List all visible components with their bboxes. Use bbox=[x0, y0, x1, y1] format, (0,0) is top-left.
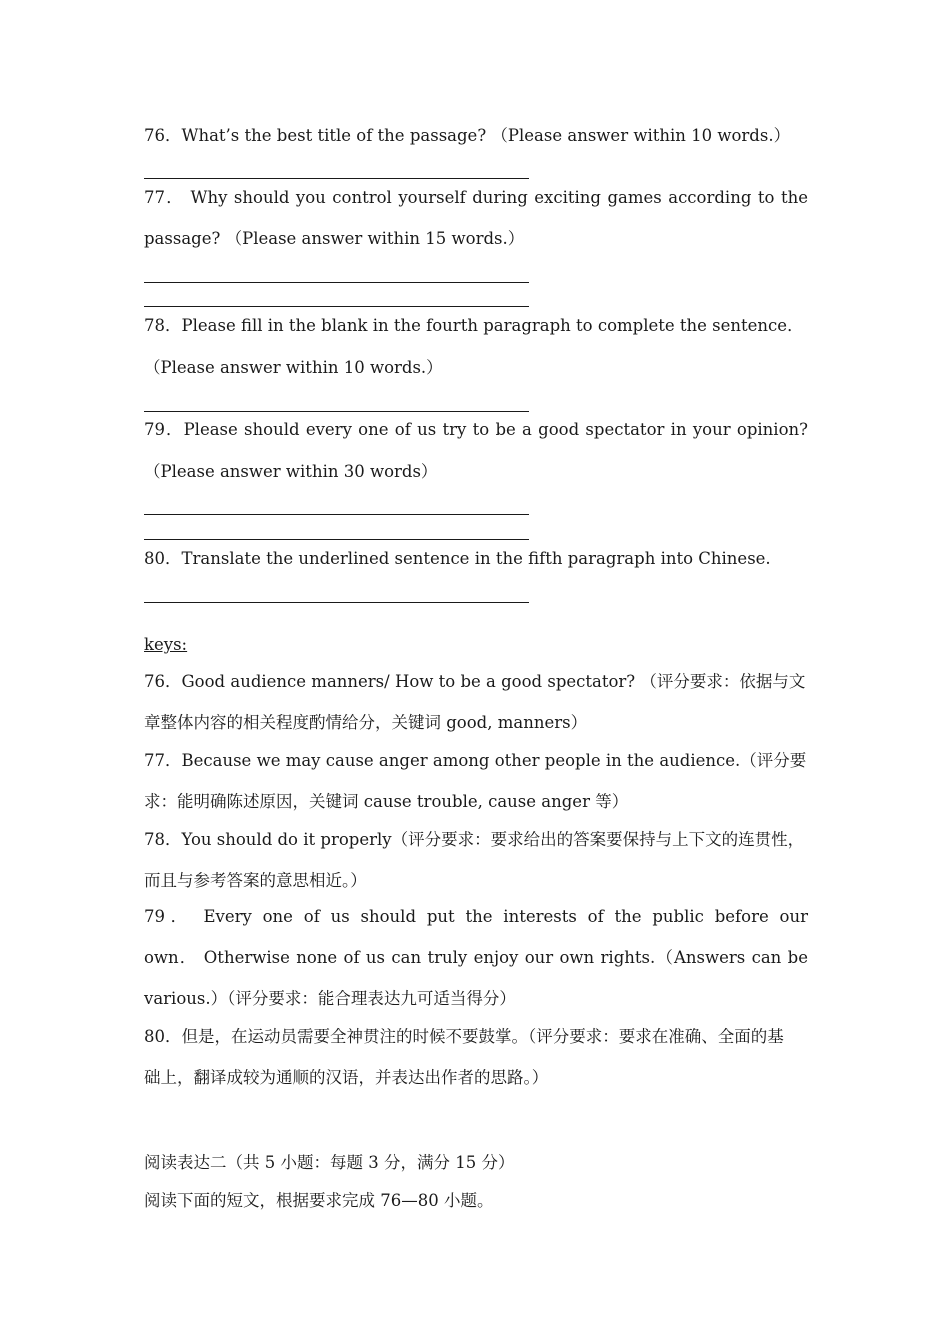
question-80: 80．Translate the underlined sentence in the fifth paragraph into Chinese. bbox=[144, 549, 771, 568]
key-79-line1: 79． Every one of us should put the interests of the public before our bbox=[144, 907, 808, 926]
answer-blank-77a bbox=[144, 282, 529, 283]
keys-heading: keys: bbox=[144, 635, 188, 654]
key-80-line1: 80．但是，在运动员需要全神贯注的时候不要鼓掌。（评分要求：要求在准确、全面的基 bbox=[144, 1027, 784, 1046]
answer-blank-76 bbox=[144, 178, 529, 179]
key-77-line1: 77．Because we may cause anger among other people in the audience.（评分要 bbox=[144, 751, 807, 770]
answer-blank-79b bbox=[144, 539, 529, 540]
question-79-line2: （Please answer within 30 words） bbox=[144, 462, 438, 481]
key-79-line2: own． Otherwise none of us can truly enjoy our own rights.（Answers can be bbox=[144, 948, 808, 967]
key-78-line2: 而且与参考答案的意思相近。） bbox=[144, 871, 367, 890]
question-77-line2: passage? （Please answer within 15 words.） bbox=[144, 229, 525, 248]
section2-title: 阅读表达二（共 5 小题：每题 3 分，满分 15 分） bbox=[144, 1153, 515, 1172]
section2-instruction: 阅读下面的短文，根据要求完成 76—80 小题。 bbox=[144, 1191, 494, 1210]
question-77-line1: 77． Why should you control yourself during exciting games according to the bbox=[144, 188, 808, 207]
question-76: 76．What’s the best title of the passage? （Please answer within 10 words.） bbox=[144, 126, 791, 145]
key-77-line2: 求：能明确陈述原因，关键词 cause trouble, cause anger 等） bbox=[144, 792, 629, 811]
answer-blank-78 bbox=[144, 411, 529, 412]
answer-blank-80 bbox=[144, 602, 529, 603]
question-78-line1: 78．Please fill in the blank in the fourth paragraph to complete the sentence． bbox=[144, 316, 804, 335]
key-76-line1: 76．Good audience manners/ How to be a good spectator? （评分要求：依据与文 bbox=[144, 672, 806, 691]
answer-blank-77b bbox=[144, 306, 529, 307]
key-80-line2: 础上，翻译成较为通顺的汉语，并表达出作者的思路。） bbox=[144, 1068, 549, 1087]
question-79-line1: 79．Please should every one of us try to be a good spectator in your opinion? bbox=[144, 420, 808, 439]
key-79-line3: various.）（评分要求：能合理表达九可适当得分） bbox=[144, 989, 516, 1008]
key-76-line2: 章整体内容的相关程度酌情给分，关键词 good, manners） bbox=[144, 713, 588, 732]
question-78-line2: （Please answer within 10 words.） bbox=[144, 358, 443, 377]
key-78-line1: 78．You should do it properly（评分要求：要求给出的答案要保持与上下文的连贯性， bbox=[144, 830, 805, 849]
answer-blank-79a bbox=[144, 514, 529, 515]
